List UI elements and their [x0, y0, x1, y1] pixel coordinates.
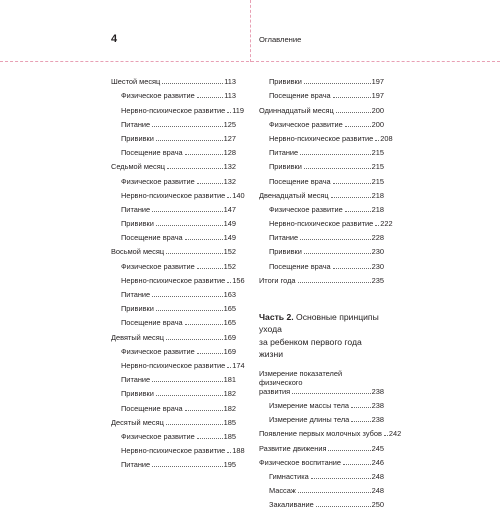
leader-dots: [351, 407, 371, 408]
toc-entry[interactable]: Прививки 127: [121, 133, 236, 143]
toc-entry[interactable]: Нервно-психическое развитие 119: [121, 105, 245, 115]
leader-dots: [156, 395, 223, 396]
toc-entry[interactable]: Измерение массы тела 238: [269, 401, 384, 410]
leader-dots: [333, 268, 371, 269]
leader-dots: [152, 126, 222, 127]
toc-entry[interactable]: Физическое воспитание 246: [259, 457, 384, 467]
leader-dots: [375, 225, 379, 226]
toc-entry[interactable]: Нервно-психическое развитие 222: [269, 219, 393, 229]
part-heading: [259, 311, 384, 361]
leader-dots: [227, 197, 231, 198]
leader-dots: [152, 466, 222, 467]
toc-left-column: [111, 72, 245, 470]
leader-dots: [152, 296, 222, 297]
leader-dots: [197, 268, 223, 269]
toc-entry[interactable]: Нервно-психическое развитие 208: [269, 133, 393, 143]
toc-entry[interactable]: Восьмой месяц 152: [111, 247, 236, 257]
toc-entry[interactable]: Шестой месяц 113: [111, 77, 236, 87]
toc-entry[interactable]: Нервно-психическое развитие 140: [121, 190, 245, 200]
toc-entry[interactable]: Физическое развитие 132: [121, 176, 236, 186]
toc-entry[interactable]: Прививки 215: [269, 162, 384, 172]
leader-dots: [345, 211, 371, 212]
leader-dots: [227, 452, 231, 453]
toc-entry[interactable]: Развитие движения 245: [259, 443, 384, 453]
leader-dots: [311, 478, 371, 479]
leader-dots: [227, 367, 231, 368]
toc-entry[interactable]: Физическое развитие 200: [269, 119, 384, 129]
toc-entry[interactable]: Физическое развитие 152: [121, 261, 236, 271]
toc-entry[interactable]: Нервно-психическое развитие 188: [121, 446, 245, 456]
leader-dots: [298, 492, 371, 493]
toc-entry[interactable]: Физическое развитие 169: [121, 346, 236, 356]
leader-dots: [162, 83, 223, 84]
leader-dots: [227, 282, 231, 283]
leader-dots: [185, 154, 223, 155]
toc-entry[interactable]: Прививки 149: [121, 219, 236, 229]
leader-dots: [328, 450, 370, 451]
fold-guide-line: [250, 0, 251, 62]
toc-entry-title-line: Измерение показателей физического: [259, 368, 343, 387]
toc-entry[interactable]: Посещение врача 215: [269, 176, 384, 186]
toc-entry[interactable]: Нервно-психическое развитие 156: [121, 275, 245, 285]
running-title: Оглавление: [259, 35, 302, 44]
leader-dots: [343, 464, 371, 465]
leader-dots: [304, 83, 371, 84]
page-number: 4: [111, 33, 118, 45]
leader-dots: [384, 435, 388, 436]
toc-entry[interactable]: Посещение врача 197: [269, 91, 384, 101]
margin-guide-line: [0, 61, 500, 62]
leader-dots: [300, 154, 370, 155]
toc-entry[interactable]: Появление первых молочных зубов 242: [259, 429, 402, 439]
toc-entry[interactable]: Прививки 197: [269, 77, 384, 87]
toc-entry[interactable]: Десятый месяц 185: [111, 417, 236, 427]
toc-entry[interactable]: Измерение показателей физического развития 238: [259, 368, 384, 396]
leader-dots: [197, 183, 223, 184]
part-title-line: за ребенком первого года жизни: [259, 336, 362, 360]
part-label: Часть 2.: [259, 311, 294, 322]
leader-dots: [316, 506, 371, 507]
toc-entry[interactable]: Физическое развитие 218: [269, 204, 384, 214]
leader-dots: [375, 140, 379, 141]
leader-dots: [197, 353, 223, 354]
toc-entry[interactable]: Питание 125: [121, 119, 236, 129]
toc-entry[interactable]: Питание 228: [269, 233, 384, 243]
leader-dots: [304, 253, 371, 254]
leader-dots: [227, 112, 231, 113]
leader-dots: [336, 112, 371, 113]
toc-entry[interactable]: Питание 147: [121, 204, 236, 214]
leader-dots: [166, 253, 223, 254]
toc-entry[interactable]: Итоги года 235: [259, 275, 384, 285]
toc-entry[interactable]: Массаж 248: [269, 486, 384, 496]
toc-entry[interactable]: Посещение врача 230: [269, 261, 384, 271]
toc-entry[interactable]: Посещение врача 149: [121, 233, 236, 243]
leader-dots: [292, 393, 371, 394]
toc-entry[interactable]: Девятый месяц 169: [111, 332, 236, 342]
leader-dots: [185, 324, 223, 325]
toc-entry[interactable]: Физическое развитие 113: [121, 91, 236, 101]
toc-entry[interactable]: Одиннадцатый месяц 200: [259, 105, 384, 115]
leader-dots: [304, 168, 371, 169]
leader-dots: [152, 211, 222, 212]
part-title-line: Основные принципы ухода: [259, 311, 379, 335]
toc-entry[interactable]: Седьмой месяц 132: [111, 162, 236, 172]
toc-entry[interactable]: Прививки 230: [269, 247, 384, 257]
toc-entry[interactable]: Питание 181: [121, 375, 236, 385]
leader-dots: [333, 183, 371, 184]
toc-entry[interactable]: Нервно-психическое развитие 174: [121, 360, 245, 370]
leader-dots: [345, 126, 371, 127]
leader-dots: [166, 424, 223, 425]
leader-dots: [156, 310, 223, 311]
leader-dots: [197, 438, 223, 439]
toc-entry[interactable]: Двенадцатый месяц 218: [259, 190, 384, 200]
leader-dots: [166, 339, 223, 340]
leader-dots: [156, 140, 223, 141]
leader-dots: [197, 97, 223, 98]
leader-dots: [185, 410, 223, 411]
leader-dots: [333, 97, 371, 98]
toc-entry[interactable]: Физическое развитие 185: [121, 431, 236, 441]
leader-dots: [156, 225, 223, 226]
leader-dots: [300, 239, 370, 240]
toc-right-column: [259, 72, 402, 509]
toc-entry[interactable]: Закаливание 250: [269, 500, 384, 509]
toc-entry[interactable]: Прививки 165: [121, 304, 236, 314]
leader-dots: [152, 381, 222, 382]
toc-entry[interactable]: Питание 163: [121, 290, 236, 299]
toc-entry[interactable]: Гимнастика 248: [269, 471, 384, 481]
toc-entry[interactable]: Посещение врача 128: [121, 148, 236, 158]
toc-entry[interactable]: Питание 195: [121, 460, 236, 470]
leader-dots: [298, 282, 371, 283]
leader-dots: [167, 168, 223, 169]
toc-entry[interactable]: Прививки 182: [121, 389, 236, 399]
leader-dots: [351, 421, 370, 422]
leader-dots: [185, 239, 223, 240]
toc-entry[interactable]: Посещение врача 182: [121, 403, 236, 413]
toc-entry[interactable]: Посещение врача 165: [121, 318, 236, 328]
toc-entry[interactable]: Измерение длины тела 238: [269, 415, 384, 425]
toc-entry[interactable]: Питание 215: [269, 148, 384, 158]
leader-dots: [331, 197, 371, 198]
